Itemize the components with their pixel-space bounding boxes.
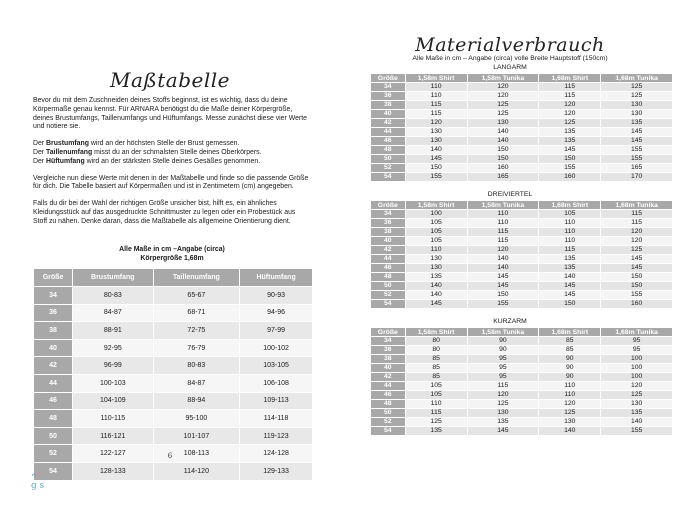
value-cell: 145 [539,282,601,291]
value-cell: 125 [467,110,539,119]
value-cell: 94-96 [240,304,313,322]
table-row [371,264,673,273]
column-header: 1,68m Tunika [601,328,673,337]
size-cell: 54 [371,427,406,436]
value-cell: 80 [405,346,467,355]
column-header: 1,58m Shirt [405,74,467,83]
value-cell: 110 [405,246,467,255]
material-table-kurzarm [370,327,673,436]
measurement-paragraph [33,140,311,166]
value-cell: 110 [539,382,601,391]
size-chart-table [33,268,313,481]
value-cell: 140 [467,264,539,273]
value-cell: 85 [405,364,467,373]
value-cell: 85 [539,337,601,346]
size-cell: 50 [371,155,406,164]
value-cell: 95 [467,373,539,382]
table-row [371,282,673,291]
value-cell: 135 [539,137,601,146]
size-cell: 38 [371,228,406,237]
value-cell: 108-113 [153,445,240,463]
size-cell: 38 [371,101,406,110]
value-cell: 160 [601,300,673,309]
table-row [371,418,673,427]
value-cell: 150 [405,164,467,173]
value-cell: 110 [539,237,601,246]
value-cell: 114-118 [240,410,313,428]
value-cell: 110-115 [73,410,154,428]
value-cell: 150 [601,273,673,282]
size-cell: 38 [34,322,73,340]
value-cell: 140 [467,128,539,137]
table-row [371,273,673,282]
value-cell: 130 [467,409,539,418]
value-cell: 96-99 [73,357,154,375]
table-row [34,392,313,410]
brand-logo-icon [28,470,52,494]
table-row [371,173,673,182]
table-row [371,83,673,92]
value-cell: 130 [601,110,673,119]
value-cell: 150 [539,155,601,164]
table-header-row [371,74,673,83]
value-cell: 130 [601,400,673,409]
size-cell: 42 [34,357,73,375]
column-header: Größe [371,201,406,210]
table-row [371,427,673,436]
value-cell: 110 [467,210,539,219]
value-cell: 150 [467,291,539,300]
table-row [34,357,313,375]
column-header: 1,68m Shirt [539,328,601,337]
value-cell: 95 [601,346,673,355]
value-cell: 92-95 [73,339,154,357]
value-cell: 140 [467,137,539,146]
value-cell: 130 [405,264,467,273]
value-cell: 72-75 [153,322,240,340]
table-row [371,219,673,228]
value-cell: 88-91 [73,322,154,340]
value-cell: 68-71 [153,304,240,322]
measure-line: Der Taillenumfang misst du an der schmalsten Stelle deines Oberkörpers. [33,148,262,156]
value-cell: 165 [601,164,673,173]
value-cell: 90 [539,355,601,364]
value-cell: 80-83 [153,357,240,375]
size-cell: 50 [34,427,73,445]
material-table-langarm [370,73,673,182]
table-row [371,92,673,101]
value-cell: 88-94 [153,392,240,410]
size-cell: 40 [371,364,406,373]
table-row [34,304,313,322]
value-cell: 97-99 [240,322,313,340]
table-row [371,355,673,364]
value-cell: 135 [467,418,539,427]
value-cell: 106-108 [240,374,313,392]
size-cell: 48 [371,273,406,282]
size-cell: 52 [34,445,73,463]
value-cell: 105 [405,391,467,400]
size-cell: 46 [371,391,406,400]
table-row [371,128,673,137]
table-row [371,101,673,110]
value-cell: 145 [601,255,673,264]
value-cell: 115 [467,237,539,246]
size-cell: 48 [34,410,73,428]
value-cell: 128-133 [73,462,154,480]
value-cell: 125 [539,409,601,418]
column-header: 1,68m Tunika [601,201,673,210]
value-cell: 124-128 [240,445,313,463]
value-cell: 150 [467,146,539,155]
value-cell: 90 [539,373,601,382]
value-cell: 115 [405,409,467,418]
table-row [371,382,673,391]
value-cell: 120 [467,246,539,255]
size-cell: 54 [371,173,406,182]
table-row [371,300,673,309]
size-cell: 50 [371,282,406,291]
size-cell: 36 [371,219,406,228]
value-cell: 145 [467,273,539,282]
value-cell: 125 [601,83,673,92]
table-row [371,146,673,155]
size-cell: 52 [371,164,406,173]
value-cell: 95 [601,337,673,346]
value-cell: 85 [539,346,601,355]
value-cell: 135 [539,255,601,264]
value-cell: 130 [405,137,467,146]
column-header: 1,68m Shirt [539,74,601,83]
value-cell: 155 [601,146,673,155]
value-cell: 110 [539,391,601,400]
value-cell: 90 [467,337,539,346]
value-cell: 115 [405,110,467,119]
size-cell: 40 [371,110,406,119]
value-cell: 125 [601,246,673,255]
table-row [34,287,313,305]
value-cell: 120 [539,101,601,110]
value-cell: 135 [405,427,467,436]
value-cell: 115 [601,210,673,219]
value-cell: 145 [467,427,539,436]
value-cell: 100 [405,210,467,219]
value-cell: 84-87 [73,304,154,322]
size-table-caption: Alle Maße in cm –Angabe (circa) Körpergröße 1,68m [119,246,225,262]
column-header: 1,68m Tunika [601,74,673,83]
column-header: 1,58m Tunika [467,74,539,83]
value-cell: 119-123 [240,427,313,445]
column-header: 1,58m Shirt [405,328,467,337]
size-cell: 46 [371,137,406,146]
size-cell: 52 [371,291,406,300]
size-cell: 52 [371,418,406,427]
value-cell: 170 [601,173,673,182]
value-cell: 145 [539,146,601,155]
value-cell: 90-93 [240,287,313,305]
table-row [371,228,673,237]
size-cell: 42 [371,373,406,382]
value-cell: 110 [539,228,601,237]
value-cell: 115 [539,83,601,92]
size-cell: 36 [371,346,406,355]
value-cell: 115 [467,228,539,237]
table-row [34,374,313,392]
column-header: 1,68m Shirt [539,201,601,210]
size-cell: 46 [34,392,73,410]
value-cell: 140 [405,146,467,155]
column-header: 1,58m Tunika [467,328,539,337]
table-row [371,400,673,409]
table-row [371,346,673,355]
value-cell: 105 [405,382,467,391]
page-number: 6 [167,452,173,460]
value-cell: 140 [539,273,601,282]
table-row [371,110,673,119]
value-cell: 130 [539,418,601,427]
value-cell: 84-87 [153,374,240,392]
table-row [371,155,673,164]
value-cell: 103-105 [240,357,313,375]
value-cell: 125 [467,101,539,110]
table-row [371,246,673,255]
value-cell: 105 [405,219,467,228]
size-cell: 50 [371,409,406,418]
value-cell: 130 [405,128,467,137]
value-cell: 145 [601,137,673,146]
intro-paragraph: Bevor du mit dem Zuschneiden deines Stoffs beginnst, ist es wichtig, dass du deine Körpermaße genau kennst. Für ARNARA benötigst du die Maße deiner Körpergröße, deines Brustumfangs, Taillenumfangs und Hüftumfangs. Messe zunächst diese vier Werte und notiere sie. [33,97,307,131]
size-cell: 34 [34,287,73,305]
table-row [371,210,673,219]
value-cell: 155 [539,164,601,173]
value-cell: 100 [601,355,673,364]
value-cell: 104-109 [73,392,154,410]
column-header: Größe [34,269,73,287]
value-cell: 120 [467,391,539,400]
value-cell: 135 [539,264,601,273]
value-cell: 90 [539,364,601,373]
table-header-row [371,201,673,210]
page-title: Maßtabelle [110,68,230,92]
value-cell: 135 [601,409,673,418]
value-cell: 155 [405,173,467,182]
column-header: Taillenumfang [153,269,240,287]
table-row [371,409,673,418]
table-row [371,364,673,373]
column-header: 1,58m Tunika [467,201,539,210]
value-cell: 125 [467,400,539,409]
table-section-title: KURZARM [493,318,527,325]
value-cell: 135 [539,128,601,137]
value-cell: 120 [467,92,539,101]
value-cell: 125 [405,418,467,427]
value-cell: 114-120 [153,462,240,480]
value-cell: 116-121 [73,427,154,445]
value-cell: 135 [601,119,673,128]
value-cell: 130 [405,255,467,264]
value-cell: 100-102 [240,339,313,357]
table-row [371,255,673,264]
table-header-row [371,328,673,337]
value-cell: 135 [405,273,467,282]
value-cell: 105 [405,228,467,237]
page-title: Materialverbrauch [415,34,605,56]
value-cell: 140 [601,418,673,427]
value-cell: 80 [405,337,467,346]
value-cell: 85 [405,355,467,364]
value-cell: 140 [467,255,539,264]
size-cell: 46 [371,264,406,273]
value-cell: 115 [539,246,601,255]
value-cell: 155 [601,427,673,436]
size-cell: 54 [34,462,73,480]
value-cell: 125 [539,119,601,128]
size-cell: 44 [371,128,406,137]
value-cell: 85 [405,373,467,382]
column-header: 1,58m Shirt [405,201,467,210]
value-cell: 120 [467,83,539,92]
column-header: Brustumfang [73,269,154,287]
value-cell: 145 [601,128,673,137]
value-cell: 155 [601,291,673,300]
value-cell: 120 [539,110,601,119]
value-cell: 101-107 [153,427,240,445]
table-row [371,291,673,300]
size-cell: 44 [371,255,406,264]
table-row [371,164,673,173]
value-cell: 120 [601,382,673,391]
instructions-text [33,97,311,235]
value-cell: 76-79 [153,339,240,357]
right-page [340,0,680,510]
value-cell: 95 [467,355,539,364]
value-cell: 80-83 [73,287,154,305]
size-cell: 40 [371,237,406,246]
size-cell: 38 [371,355,406,364]
value-cell: 110 [467,219,539,228]
value-cell: 160 [539,173,601,182]
table-row [371,137,673,146]
value-cell: 140 [405,291,467,300]
value-cell: 105 [405,237,467,246]
value-cell: 105 [539,210,601,219]
value-cell: 95-100 [153,410,240,428]
value-cell: 110 [539,219,601,228]
value-cell: 100 [601,373,673,382]
value-cell: 120 [601,237,673,246]
table-row [34,410,313,428]
size-cell: 40 [34,339,73,357]
column-header: Größe [371,328,406,337]
table-row [371,373,673,382]
value-cell: 100 [601,364,673,373]
size-cell: 34 [371,337,406,346]
table-section-title: LANGARM [493,64,527,71]
column-header: Größe [371,74,406,83]
table-row [34,339,313,357]
value-cell: 130 [601,101,673,110]
value-cell: 155 [467,300,539,309]
value-cell: 115 [467,382,539,391]
value-cell: 150 [539,300,601,309]
logo-text: g s [31,481,45,491]
table-row [34,462,313,480]
table-row [371,337,673,346]
value-cell: 120 [539,400,601,409]
value-cell: 140 [539,427,601,436]
compare-paragraph: Vergleiche nun diese Werte mit denen in der Maßtabelle und finde so die passende Größe für dich. Die Tabelle basiert auf Körpermaßen und ist in Zentimetern (cm) angegeben. [33,174,309,191]
table-row [34,427,313,445]
size-cell: 42 [371,119,406,128]
size-cell: 42 [371,246,406,255]
table-row [371,237,673,246]
size-cell: 48 [371,146,406,155]
size-cell: 36 [371,92,406,101]
value-cell: 130 [467,119,539,128]
value-cell: 120 [601,228,673,237]
value-cell: 122-127 [73,445,154,463]
size-cell: 34 [371,83,406,92]
size-cell: 54 [371,300,406,309]
value-cell: 140 [405,282,467,291]
value-cell: 160 [467,164,539,173]
size-cell: 48 [371,400,406,409]
material-table-dreiviertel [370,200,673,309]
table-header-row [34,269,313,287]
value-cell: 115 [601,219,673,228]
value-cell: 95 [467,364,539,373]
value-cell: 110 [405,83,467,92]
measure-line: Der Hüftumfang wird an der stärksten Stelle deines Gesäßes genommen. [33,157,261,165]
value-cell: 129-133 [240,462,313,480]
value-cell: 145 [467,282,539,291]
table-section-title: DREIVIERTEL [487,191,533,198]
value-cell: 145 [539,291,601,300]
value-cell: 100-103 [73,374,154,392]
size-cell: 34 [371,210,406,219]
value-cell: 115 [405,101,467,110]
value-cell: 115 [539,92,601,101]
value-cell: 110 [405,400,467,409]
table-row [371,391,673,400]
value-cell: 155 [601,155,673,164]
size-cell: 44 [371,382,406,391]
value-cell: 150 [601,282,673,291]
value-cell: 125 [601,391,673,400]
value-cell: 150 [467,155,539,164]
value-cell: 145 [405,300,467,309]
table-row [34,322,313,340]
table-row [371,119,673,128]
size-cell: 36 [34,304,73,322]
material-subtitle: Alle Maße in cm – Angabe (circa) volle Breite Hauptstoff (150cm) [412,55,608,62]
unsure-paragraph: Falls du dir bei der Wahl der richtigen Größe unsicher bist, hilft es, ein ähnliches Kleidungsstück auf das ausgedruckte Schnittmuster zu legen oder ein Probestück aus Stoff zu nähen. Denke daran, dass die Maßtabelle als allgemeine Orientierung dient. [33,200,296,225]
value-cell: 145 [601,264,673,273]
value-cell: 165 [467,173,539,182]
value-cell: 145 [405,155,467,164]
measure-line: Der Brustumfang wird an der höchsten Stelle der Brust gemessen. [33,140,240,148]
value-cell: 120 [405,119,467,128]
size-cell: 44 [34,374,73,392]
value-cell: 90 [467,346,539,355]
value-cell: 125 [601,92,673,101]
value-cell: 65-67 [153,287,240,305]
column-header: Hüftumfang [240,269,313,287]
value-cell: 109-113 [240,392,313,410]
value-cell: 110 [405,92,467,101]
